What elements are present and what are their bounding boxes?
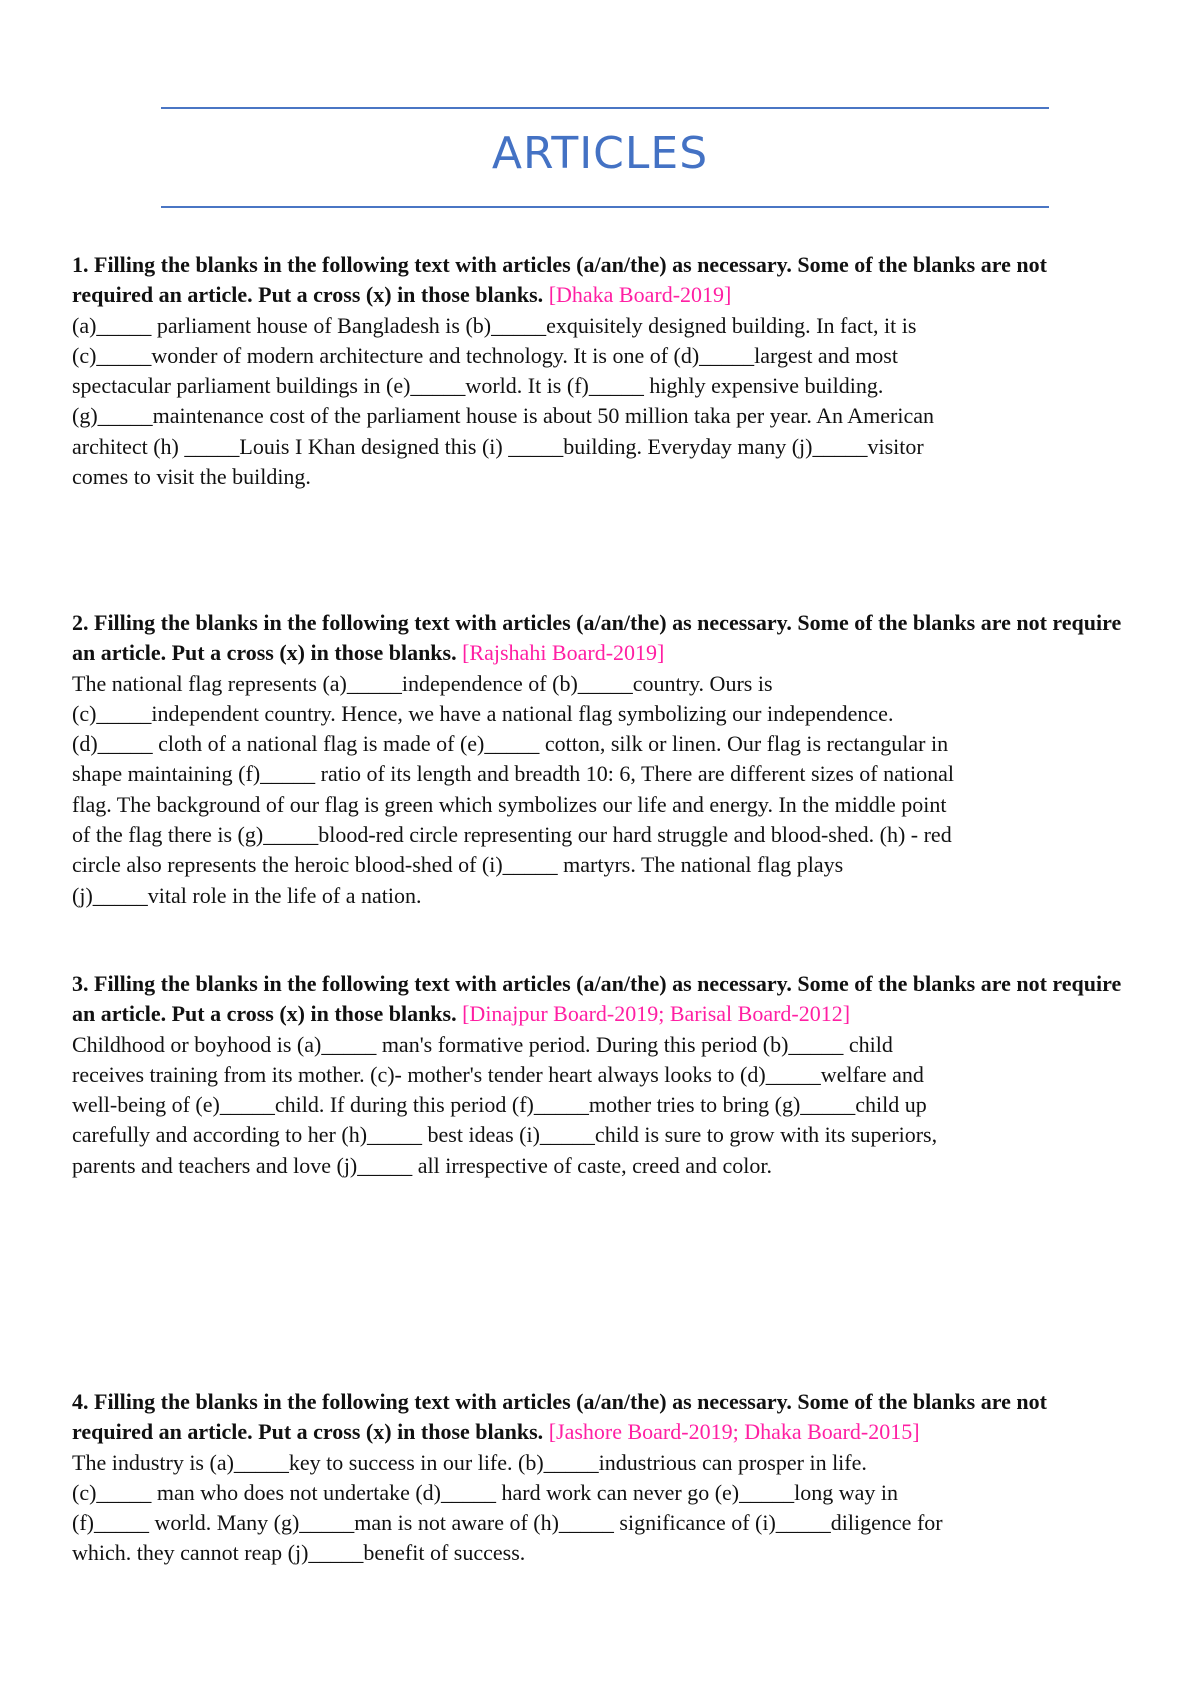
exercise-instruction bbox=[72, 250, 1132, 311]
board-reference: [Dhaka Board-2019] bbox=[548, 282, 732, 308]
passage-line: shape maintaining (f)_____ ratio of its length and breadth 10: 6, There are different sizes of national bbox=[72, 761, 954, 787]
title-rule-top bbox=[161, 107, 1049, 109]
page-title: ARTICLES bbox=[491, 128, 709, 179]
passage-line: spectacular parliament buildings in (e)_____world. It is (f)_____ highly expensive building. bbox=[72, 373, 884, 399]
exercise-instruction bbox=[72, 1387, 1132, 1448]
passage-line: The industry is (a)_____key to success in our life. (b)_____industrious can prosper in life. bbox=[72, 1449, 867, 1475]
instruction-text: 1. Filling the blanks in the following text with articles (a/an/the) as necessary. Some of the blanks are not required an article. Put a cross (x) in those blanks. bbox=[72, 252, 1047, 308]
title-rule-bottom bbox=[161, 206, 1049, 208]
passage-line: circle also represents the heroic blood-shed of (i)_____ martyrs. The national flag plays bbox=[72, 852, 844, 878]
passage-line: (d)_____ cloth of a national flag is made of (e)_____ cotton, silk or linen. Our flag is rectangular in bbox=[72, 731, 949, 757]
passage-line: (c)_____wonder of modern architecture and technology. It is one of (d)_____largest and most bbox=[72, 342, 898, 368]
passage-line: (a)_____ parliament house of Bangladesh is (b)_____exquisitely designed building. In fact, it is bbox=[72, 312, 917, 338]
passage-line: Childhood or boyhood is (a)_____ man's formative period. During this period (b)_____ child bbox=[72, 1031, 893, 1057]
passage-line: (j)_____vital role in the life of a nation. bbox=[72, 882, 422, 908]
passage-line: architect (h) _____Louis I Khan designed this (i) _____building. Everyday many (j)_____visitor bbox=[72, 433, 924, 459]
passage-line: (g)_____maintenance cost of the parliament house is about 50 million taka per year. An American bbox=[72, 403, 935, 429]
instruction-text: 2. Filling the blanks in the following text with articles (a/an/the) as necessary. Some of the blanks are not require an article. Put a cross (x) in those blanks. bbox=[72, 610, 1122, 666]
exercise-instruction bbox=[72, 969, 1132, 1030]
passage-line: parents and teachers and love (j)_____ all irrespective of caste, creed and color. bbox=[72, 1152, 773, 1178]
board-reference: [Dinajpur Board-2019; Barisal Board-2012] bbox=[462, 1001, 851, 1027]
passage-line: (f)_____ world. Many (g)_____man is not aware of (h)_____ significance of (i)_____diligence for bbox=[72, 1510, 943, 1536]
board-reference: [Rajshahi Board-2019] bbox=[462, 640, 665, 666]
exercise-1 bbox=[72, 250, 1132, 492]
passage-line: The national flag represents (a)_____independence of (b)_____country. Ours is bbox=[72, 670, 773, 696]
exercise-3 bbox=[72, 969, 1132, 1181]
passage-line: flag. The background of our flag is green which symbolizes our life and energy. In the middle point bbox=[72, 791, 947, 817]
exercise-2 bbox=[72, 608, 1132, 911]
instruction-text: 4. Filling the blanks in the following text with articles (a/an/the) as necessary. Some of the blanks are not required an article. Put a cross (x) in those blanks. bbox=[72, 1389, 1047, 1445]
passage-line: carefully and according to her (h)_____ best ideas (i)_____child is sure to grow with its superiors, bbox=[72, 1122, 938, 1148]
passage-line: comes to visit the building. bbox=[72, 464, 311, 490]
board-reference: [Jashore Board-2019; Dhaka Board-2015] bbox=[548, 1419, 920, 1445]
passage-line: (c)_____ man who does not undertake (d)_____ hard work can never go (e)_____long way in bbox=[72, 1479, 898, 1505]
instruction-text: 3. Filling the blanks in the following text with articles (a/an/the) as necessary. Some of the blanks are not require an article. Put a cross (x) in those blanks. bbox=[72, 971, 1122, 1027]
passage-line: well-being of (e)_____child. If during this period (f)_____mother tries to bring (g)_____child up bbox=[72, 1092, 927, 1118]
passage-line: (c)_____independent country. Hence, we have a national flag symbolizing our independence. bbox=[72, 700, 894, 726]
exercise-instruction bbox=[72, 608, 1132, 669]
passage-line: of the flag there is (g)_____blood-red circle representing our hard struggle and blood-shed. (h) - red bbox=[72, 822, 952, 848]
passage-line: receives training from its mother. (c)- mother's tender heart always looks to (d)_____welfare and bbox=[72, 1061, 924, 1087]
exercise-4 bbox=[72, 1387, 1132, 1569]
passage-line: which. they cannot reap (j)_____benefit of success. bbox=[72, 1540, 526, 1566]
